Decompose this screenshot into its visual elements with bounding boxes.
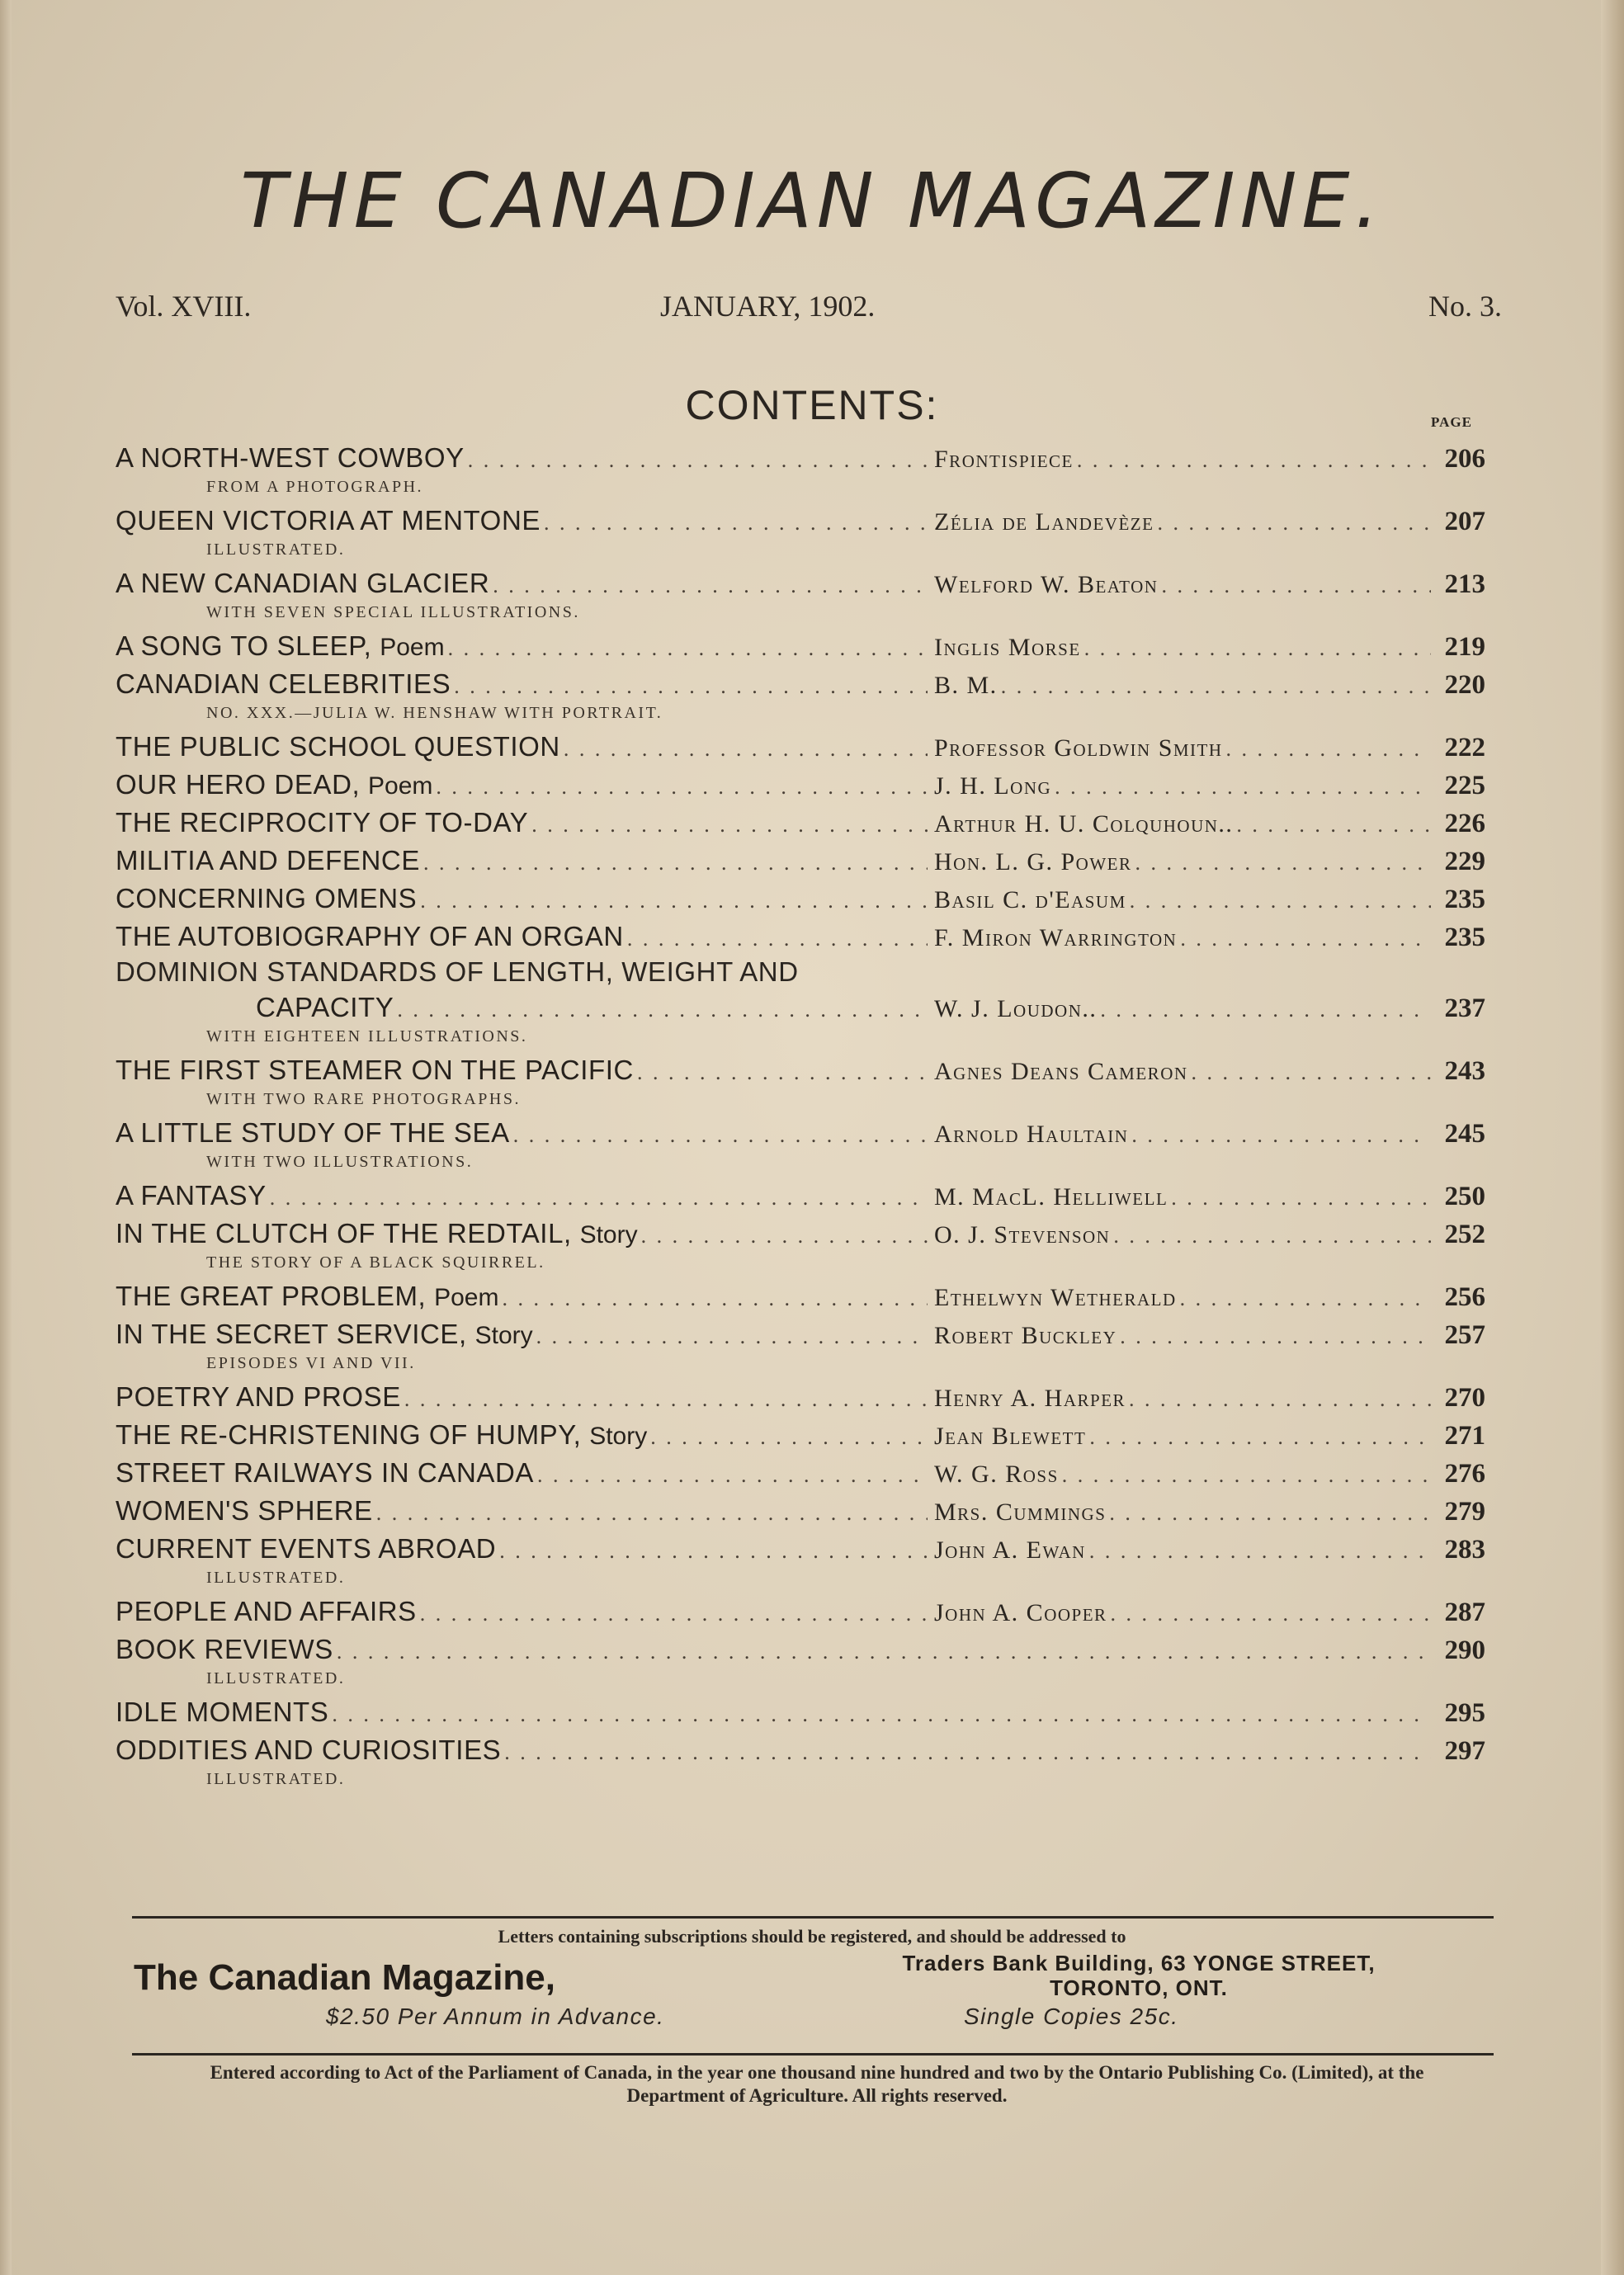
entry-note: ILLUSTRATED. [206, 1569, 346, 1587]
entry-title-text: IDLE MOMENTS [116, 1697, 329, 1727]
entry-author: Frontispiece [934, 446, 1074, 473]
title-cell [116, 502, 931, 542]
author-cell [931, 767, 1434, 806]
leader-dots [1100, 991, 1431, 1029]
toc-entry [116, 842, 1485, 880]
leader-dots [1130, 882, 1431, 920]
table-of-contents [116, 439, 1485, 1794]
toc-row [116, 439, 1485, 477]
toc-row [116, 1277, 1485, 1315]
entry-author: M. MacL. Helliwell [934, 1183, 1168, 1211]
entry-title [116, 842, 420, 880]
entry-page-number: 257 [1444, 1320, 1485, 1350]
author-cell [931, 1053, 1434, 1092]
entry-title-text: A SONG TO SLEEP, [116, 630, 372, 661]
title-cell [116, 1416, 931, 1456]
leader-dots [513, 1116, 928, 1154]
entry-page-number: 235 [1444, 885, 1485, 914]
contents-heading: CONTENTS: [685, 382, 939, 428]
leader-dots [637, 1054, 928, 1092]
toc-entry [116, 1454, 1485, 1492]
toc-row [116, 1731, 1485, 1769]
entry-title-text: QUEEN VICTORIA AT MENTONE [116, 505, 541, 536]
entry-page-number: 237 [1444, 994, 1485, 1023]
entry-title [116, 1631, 333, 1668]
leader-dots [564, 730, 928, 768]
title-cell [116, 989, 931, 1029]
author-cell [931, 1178, 1434, 1217]
title-cell [116, 1315, 931, 1356]
leader-dots [448, 630, 928, 668]
title-cell [116, 564, 931, 605]
entry-title [116, 728, 560, 766]
toc-entry [116, 766, 1485, 804]
entry-author: Inglis Morse [934, 634, 1081, 661]
author-cell [931, 1380, 1434, 1418]
toc-entry [116, 880, 1485, 918]
entry-page-number: 250 [1444, 1182, 1485, 1211]
author-cell [931, 1594, 1434, 1633]
author-cell [931, 1279, 1434, 1318]
toc-entry [116, 956, 1485, 1051]
leader-dots [420, 882, 928, 920]
issue-line [116, 289, 1502, 330]
author-cell [931, 729, 1434, 768]
entry-page-number: 271 [1444, 1421, 1485, 1451]
title-cell [116, 439, 931, 479]
toc-row [116, 1416, 1485, 1454]
author-cell [931, 441, 1434, 479]
toc-row [116, 1315, 1485, 1353]
leader-dots [404, 1381, 928, 1418]
leader-dots [332, 1696, 1431, 1734]
entry-author: Ethelwyn Wetherald [934, 1284, 1177, 1311]
author-cell [931, 566, 1434, 605]
entry-note: WITH EIGHTEEN ILLUSTRATIONS. [206, 1027, 528, 1045]
toc-entry [116, 1731, 1485, 1794]
entry-title-text: STREET RAILWAYS IN CANADA [116, 1457, 535, 1488]
entry-author: Welford W. Beaton [934, 571, 1159, 598]
leader-dots [531, 806, 928, 844]
leader-dots [1161, 567, 1431, 605]
toc-entry [116, 1277, 1485, 1315]
entry-title-text: A NEW CANADIAN GLACIER [116, 568, 490, 598]
entry-title-text: THE RE-CHRISTENING OF HUMPY, [116, 1419, 582, 1450]
entry-title-text: THE AUTOBIOGRAPHY OF AN ORGAN [116, 921, 624, 951]
leader-dots [468, 441, 928, 479]
title-cell [116, 804, 931, 844]
entry-title-text: THE FIRST STEAMER ON THE PACIFIC [116, 1055, 634, 1085]
author-cell [931, 1116, 1434, 1154]
entry-title [116, 1114, 510, 1152]
entry-author: Robert Buckley [934, 1322, 1117, 1349]
toc-row [116, 880, 1485, 918]
title-cell [116, 1378, 931, 1418]
entry-title-text: PEOPLE AND AFFAIRS [116, 1596, 417, 1626]
leader-dots [1109, 1494, 1431, 1532]
entry-note: ILLUSTRATED. [206, 540, 346, 559]
entry-title [116, 502, 541, 540]
toc-entry [116, 665, 1485, 728]
entry-author: J. H. Long [934, 772, 1052, 800]
entry-title [116, 1051, 634, 1089]
entry-kind: Poem [380, 634, 445, 661]
entry-title [116, 1593, 417, 1631]
entry-author: John A. Ewan [934, 1536, 1086, 1564]
leader-dots [454, 668, 928, 706]
title-cell [116, 1454, 931, 1494]
leader-dots [1135, 844, 1432, 882]
entry-title-text: MILITIA AND DEFENCE [116, 845, 420, 876]
entry-author: Arthur H. U. Colquhoun.. [934, 810, 1234, 838]
entry-title-text: CONCERNING OMENS [116, 883, 418, 913]
toc-row [116, 918, 1485, 956]
entry-title [116, 1177, 267, 1215]
toc-row [116, 1530, 1485, 1568]
leader-dots [544, 504, 928, 542]
entry-title [116, 880, 417, 918]
leader-dots [1226, 730, 1431, 768]
footer-divider-top [132, 1916, 1494, 1919]
leader-dots [493, 567, 928, 605]
leader-dots [1001, 668, 1431, 706]
leader-dots [423, 844, 928, 882]
title-cell [116, 1593, 931, 1633]
toc-row [116, 989, 1485, 1027]
address-line-1: Traders Bank Building, 63 YONGE STREET, [902, 1951, 1376, 1975]
entry-title [256, 989, 394, 1027]
leader-dots [1171, 1179, 1431, 1217]
toc-entry [116, 918, 1485, 956]
toc-row [116, 1492, 1485, 1530]
entry-page-number: 226 [1444, 809, 1485, 838]
entry-author: Professor Goldwin Smith [934, 734, 1223, 762]
leader-dots [1120, 1318, 1431, 1356]
entry-page-number: 279 [1444, 1497, 1485, 1527]
author-cell [931, 919, 1434, 958]
toc-entry [116, 1530, 1485, 1593]
author-cell [931, 1216, 1434, 1255]
entry-page-number: 213 [1444, 569, 1485, 599]
toc-row [116, 1631, 1485, 1668]
page-column-label: PAGE [1431, 414, 1472, 430]
entry-author: Henry A. Harper [934, 1385, 1126, 1412]
entry-title-text: WOMEN'S SPHERE [116, 1495, 373, 1526]
entry-title [116, 1277, 498, 1317]
entry-page-number: 219 [1444, 632, 1485, 662]
entry-title-text: THE PUBLIC SCHOOL QUESTION [116, 731, 560, 762]
address-line-2: TORONTO, ONT. [1050, 1975, 1228, 2000]
entry-note: WITH SEVEN SPECIAL ILLUSTRATIONS. [206, 603, 580, 621]
leader-dots [537, 1456, 928, 1494]
entry-page-number: 206 [1444, 444, 1485, 474]
entry-title [116, 1378, 401, 1416]
author-cell [931, 1317, 1434, 1356]
toc-row [116, 1454, 1485, 1492]
toc-entry [116, 1593, 1485, 1631]
author-cell [931, 667, 1434, 706]
title-cell [116, 880, 931, 920]
entry-note: WITH TWO RARE PHOTOGRAPHS. [206, 1090, 521, 1108]
leader-dots [1111, 1595, 1431, 1633]
author-cell [931, 1456, 1434, 1494]
entry-page-number: 222 [1444, 733, 1485, 762]
volume-label: Vol. XVIII. [116, 290, 252, 323]
title-cell [116, 1277, 931, 1318]
title-cell [116, 1215, 931, 1255]
title-cell [116, 1492, 931, 1532]
title-cell [116, 1051, 931, 1092]
leader-dots [536, 1318, 928, 1356]
toc-row [116, 842, 1485, 880]
entry-title-text: CANADIAN CELEBRITIES [116, 668, 451, 699]
toc-entry [116, 1416, 1485, 1454]
entry-title [116, 1731, 501, 1769]
author-cell [931, 843, 1434, 882]
toc-entry [116, 502, 1485, 564]
leader-dots [1131, 1116, 1431, 1154]
entry-author: Agnes Deans Cameron [934, 1058, 1188, 1085]
entry-page-number: 256 [1444, 1282, 1485, 1312]
title-cell [116, 1177, 931, 1217]
entry-kind: Poem [434, 1284, 499, 1311]
leader-dots [1062, 1456, 1431, 1494]
toc-entry [116, 1114, 1485, 1177]
author-cell [931, 805, 1434, 844]
leader-dots [1055, 768, 1431, 806]
leader-dots [504, 1734, 1431, 1772]
title-cell [116, 728, 931, 768]
single-copy-price: Single Copies 25c. [964, 2004, 1179, 2029]
title-cell [116, 766, 931, 806]
toc-entry [116, 1177, 1485, 1215]
leader-dots [376, 1494, 928, 1532]
entry-title [116, 918, 624, 956]
entry-title-text: CURRENT EVENTS ABROAD [116, 1533, 497, 1564]
title-cell [116, 1114, 931, 1154]
leader-dots [1077, 441, 1431, 479]
entry-author: Mrs. Cummings [934, 1499, 1107, 1526]
toc-entry [116, 564, 1485, 627]
toc-row [116, 1593, 1485, 1631]
toc-row [116, 1693, 1485, 1731]
title-cell [116, 918, 931, 958]
publisher-address [776, 1951, 1502, 2000]
issue-number: No. 3. [1428, 290, 1502, 323]
entry-title [116, 564, 489, 602]
toc-row [116, 665, 1485, 703]
title-cell [116, 842, 931, 882]
leader-dots [270, 1179, 928, 1217]
title-cell [116, 1693, 1434, 1734]
entry-title [116, 1530, 496, 1568]
leader-dots [1089, 1532, 1431, 1570]
toc-entry [116, 728, 1485, 766]
toc-row [116, 502, 1485, 540]
entry-title-text: POETRY AND PROSE [116, 1381, 401, 1412]
entry-kind: Story [474, 1322, 533, 1349]
entry-note: ILLUSTRATED. [206, 1669, 346, 1687]
entry-title [116, 1454, 534, 1492]
entry-author: Arnold Haultain [934, 1121, 1129, 1148]
entry-author: Hon. L. G. Power [934, 848, 1132, 876]
leader-dots [337, 1633, 1431, 1671]
toc-entry [116, 804, 1485, 842]
footer-divider-bottom [132, 2053, 1494, 2056]
toc-entry [116, 1378, 1485, 1416]
entry-page-number: 207 [1444, 507, 1485, 536]
title-cell [116, 627, 931, 668]
leader-dots [641, 1217, 928, 1255]
author-cell [931, 1418, 1434, 1456]
entry-author: Basil C. d'Easum [934, 886, 1126, 913]
toc-row [116, 564, 1485, 602]
leader-dots [1180, 1280, 1431, 1318]
entry-author: B. M. [934, 672, 998, 699]
entry-title [116, 665, 451, 703]
entry-note: THE STORY OF A BLACK SQUIRREL. [206, 1253, 545, 1272]
author-cell [931, 881, 1434, 920]
entry-author: Zélia de Landevèze [934, 508, 1154, 536]
entry-title [116, 439, 465, 477]
entry-title-text: IN THE CLUTCH OF THE REDTAIL, [116, 1218, 572, 1248]
leader-dots [1129, 1381, 1431, 1418]
entry-page-number: 243 [1444, 1056, 1485, 1086]
toc-row [116, 728, 1485, 766]
subscription-note: Letters containing subscriptions should be registered, and should be addressed to [498, 1926, 1126, 1947]
toc-row [116, 627, 1485, 665]
toc-entry [116, 1492, 1485, 1530]
entry-page-number: 290 [1444, 1635, 1485, 1665]
entry-page-number: 220 [1444, 670, 1485, 700]
toc-row [116, 1114, 1485, 1152]
entry-title [116, 627, 445, 667]
entry-title-text: THE GREAT PROBLEM, [116, 1281, 427, 1311]
entry-title-text: IN THE SECRET SERVICE, [116, 1319, 467, 1349]
toc-entry [116, 1215, 1485, 1277]
entry-author: Jean Blewett [934, 1423, 1087, 1450]
entry-kind: Poem [368, 772, 433, 800]
entry-kind: Story [579, 1221, 638, 1248]
title-cell [116, 1731, 1434, 1772]
leader-dots [420, 1595, 928, 1633]
author-cell [931, 503, 1434, 542]
title-cell [116, 1631, 1434, 1671]
entry-page-number: 229 [1444, 847, 1485, 876]
toc-row [116, 1378, 1485, 1416]
entry-page-number: 276 [1444, 1459, 1485, 1489]
toc-row [116, 1215, 1485, 1253]
title-cell [116, 665, 931, 706]
entry-note: EPISODES VI AND VII. [206, 1354, 416, 1372]
toc-row [116, 1177, 1485, 1215]
entry-title-text: BOOK REVIEWS [116, 1634, 333, 1664]
entry-note: NO. XXX.—JULIA W. HENSHAW WITH PORTRAIT. [206, 704, 663, 722]
entry-title-text: A LITTLE STUDY OF THE SEA [116, 1117, 510, 1148]
leader-dots [1180, 920, 1431, 958]
toc-entry [116, 1051, 1485, 1114]
annual-price: $2.50 Per Annum in Advance. [326, 2004, 665, 2029]
entry-author: W. J. Loudon.. [934, 995, 1098, 1022]
entry-author: W. G. Ross [934, 1461, 1059, 1488]
entry-title [116, 1315, 533, 1355]
leader-dots [499, 1532, 928, 1570]
toc-row [116, 804, 1485, 842]
entry-page-number: 297 [1444, 1736, 1485, 1766]
entry-note: FROM A PHOTOGRAPH. [206, 478, 424, 496]
magazine-title: THE CANADIAN MAGAZINE. [240, 157, 1384, 245]
entry-page-number: 295 [1444, 1698, 1485, 1728]
leader-dots [1192, 1054, 1431, 1092]
entry-author: O. J. Stevenson [934, 1221, 1111, 1248]
leader-dots [502, 1280, 928, 1318]
toc-entry [116, 627, 1485, 665]
entry-page-number: 235 [1444, 923, 1485, 952]
toc-entry [116, 1693, 1485, 1731]
leader-dots [650, 1418, 928, 1456]
author-cell [931, 1494, 1434, 1532]
entry-title [116, 1215, 638, 1254]
author-cell [931, 990, 1434, 1029]
entry-author: F. Miron Warrington [934, 924, 1178, 951]
entry-title-text: ODDITIES AND CURIOSITIES [116, 1735, 502, 1765]
author-cell [931, 1532, 1434, 1570]
entry-title-text: A NORTH-WEST COWBOY [116, 442, 465, 473]
toc-row [116, 766, 1485, 804]
entry-note: ILLUSTRATED. [206, 1770, 346, 1788]
entry-kind: Story [589, 1423, 648, 1450]
entry-page-number: 225 [1444, 771, 1485, 800]
leader-dots [436, 768, 928, 806]
entry-title [116, 766, 432, 805]
publisher-name: The Canadian Magazine, [134, 1957, 555, 1998]
leader-dots [397, 991, 928, 1029]
toc-row [116, 1051, 1485, 1089]
entry-title [116, 1492, 373, 1530]
entry-author: John A. Cooper [934, 1599, 1107, 1626]
leader-dots [1113, 1217, 1431, 1255]
entry-page-number: 287 [1444, 1598, 1485, 1627]
leader-dots [627, 920, 928, 958]
entry-title-text: THE RECIPROCITY OF TO-DAY [116, 807, 529, 838]
leader-dots [1157, 504, 1431, 542]
entry-title-text: A FANTASY [116, 1180, 267, 1211]
entry-note: WITH TWO ILLUSTRATIONS. [206, 1153, 474, 1171]
issue-date: JANUARY, 1902. [660, 290, 876, 323]
entry-page-number: 283 [1444, 1535, 1485, 1565]
author-cell [931, 629, 1434, 668]
entry-title-text: CAPACITY [256, 992, 394, 1022]
entry-title-line-1: DOMINION STANDARDS OF LENGTH, WEIGHT AND [116, 956, 799, 987]
entry-title [116, 1693, 328, 1731]
leader-dots [1089, 1418, 1431, 1456]
toc-entry [116, 1631, 1485, 1693]
title-cell [116, 1530, 931, 1570]
entry-title [116, 1416, 647, 1456]
entry-page-number: 270 [1444, 1383, 1485, 1413]
entry-page-number: 252 [1444, 1220, 1485, 1249]
toc-entry [116, 1315, 1485, 1378]
copyright-notice: Entered according to Act of the Parliament of Canada, in the year one thousand nine hundred and two by the Ontario Publishing Co. (Limited), at the Department of Agriculture. All rights reserved. [210, 2062, 1424, 2106]
entry-page-number: 245 [1444, 1119, 1485, 1149]
entry-title-text: OUR HERO DEAD, [116, 769, 361, 800]
entry-title [116, 804, 528, 842]
leader-dots [1236, 806, 1431, 844]
toc-entry [116, 439, 1485, 502]
leader-dots [1084, 630, 1431, 668]
